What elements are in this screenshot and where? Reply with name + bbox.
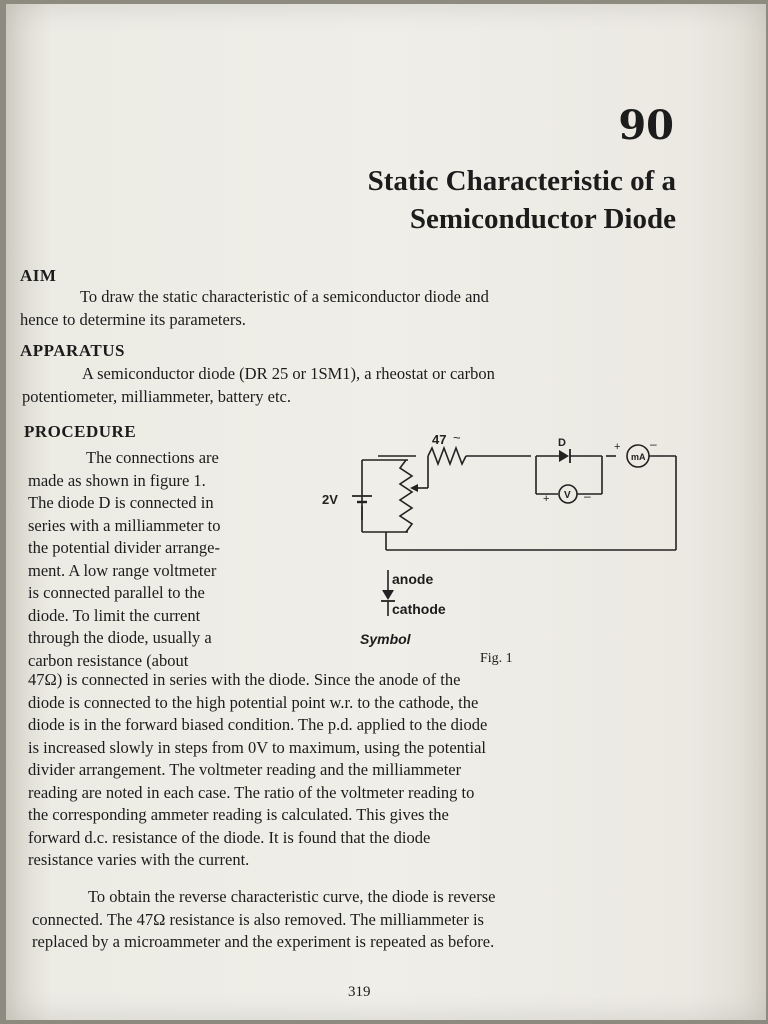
resistor-47-symbol [428,448,466,464]
aim-paragraph [20,286,690,331]
procedure-line: resistance varies with the current. [28,850,250,869]
voltmeter-minus: – [584,489,591,503]
procedure-line: ment. A low range voltmeter [28,560,217,580]
procedure-line: is connected parallel to the [28,583,205,602]
voltmeter-plus: + [543,493,550,505]
figure-caption: Fig. 1 [480,651,513,666]
procedure-reverse-paragraph [32,886,708,954]
procedure-line: divider arrangement. The voltmeter reading and the milliammeter [28,760,462,779]
title-line-2: Semiconductor Diode [409,203,676,235]
procedure-line: To obtain the reverse characteristic curve, the diode is reverse [88,887,496,906]
title-line-1: Static Characteristic of a [367,165,676,197]
procedure-line: reading are noted in each case. The ratio of the voltmeter reading to [28,782,475,802]
rheostat-symbol [400,460,412,532]
procedure-line: The diode D is connected in [28,493,214,512]
milliammeter-plus: + [614,441,621,453]
aim-line-2: hence to determine its parameters. [20,309,246,329]
aim-heading: AIM [20,266,57,285]
apparatus-heading: APPARATUS [20,341,125,360]
symbol-diode-triangle [382,590,394,600]
procedure-wide-paragraph [28,669,704,872]
procedure-line: diode is connected to the high potential point w.r. to the cathode, the [28,692,479,712]
diode-label: D [558,437,566,449]
procedure-line: the potential divider arrange- [28,538,220,557]
chapter-number: 90 [618,102,674,149]
apparatus-line-2: potentiometer, milliammeter, battery etc. [22,386,291,406]
procedure-narrow-column [28,447,304,672]
apparatus-paragraph [22,363,692,408]
page-title [156,162,676,238]
resistor-label: 47 [432,432,447,447]
page-number: 319 [348,984,371,1000]
document-page [6,4,766,1020]
procedure-line: through the diode, usually a [28,628,212,647]
procedure-line: 47Ω) is connected in series with the diode. Since the anode of the [28,670,461,689]
milliammeter-label: mA [631,452,646,462]
aim-line-1: To draw the static characteristic of a semiconductor diode and [80,287,489,306]
apparatus-line-1: A semiconductor diode (DR 25 or 1SM1), a rheostat or carbon [82,364,495,383]
procedure-line: carbon resistance (about [28,650,189,670]
anode-label: anode [392,571,434,587]
procedure-heading: PROCEDURE [24,422,137,441]
milliammeter-minus: – [650,437,657,451]
procedure-line: connected. The 47Ω resistance is also removed. The milliammeter is [32,909,484,929]
procedure-line: diode. To limit the current [28,605,201,625]
resistor-omega-mark: ~ [453,430,461,445]
diode-symbol [559,450,569,462]
procedure-line: made as shown in figure 1. [28,470,206,490]
symbol-label: Symbol [360,631,411,647]
procedure-line: forward d.c. resistance of the diode. It is found that the diode [28,827,431,847]
procedure-line: diode is in the forward biased condition. The p.d. applied to the diode [28,715,488,734]
procedure-line: replaced by a microammeter and the experiment is repeated as before. [32,932,495,951]
procedure-line: The connections are [86,448,219,467]
procedure-line: the corresponding ammeter reading is calculated. This gives the [28,805,449,824]
cathode-label: cathode [392,601,446,617]
battery-label: 2V [322,492,338,507]
voltmeter-label: V [564,490,571,501]
procedure-line: is increased slowly in steps from 0V to maximum, using the potential [28,737,486,757]
procedure-line: series with a milliammeter to [28,515,221,535]
